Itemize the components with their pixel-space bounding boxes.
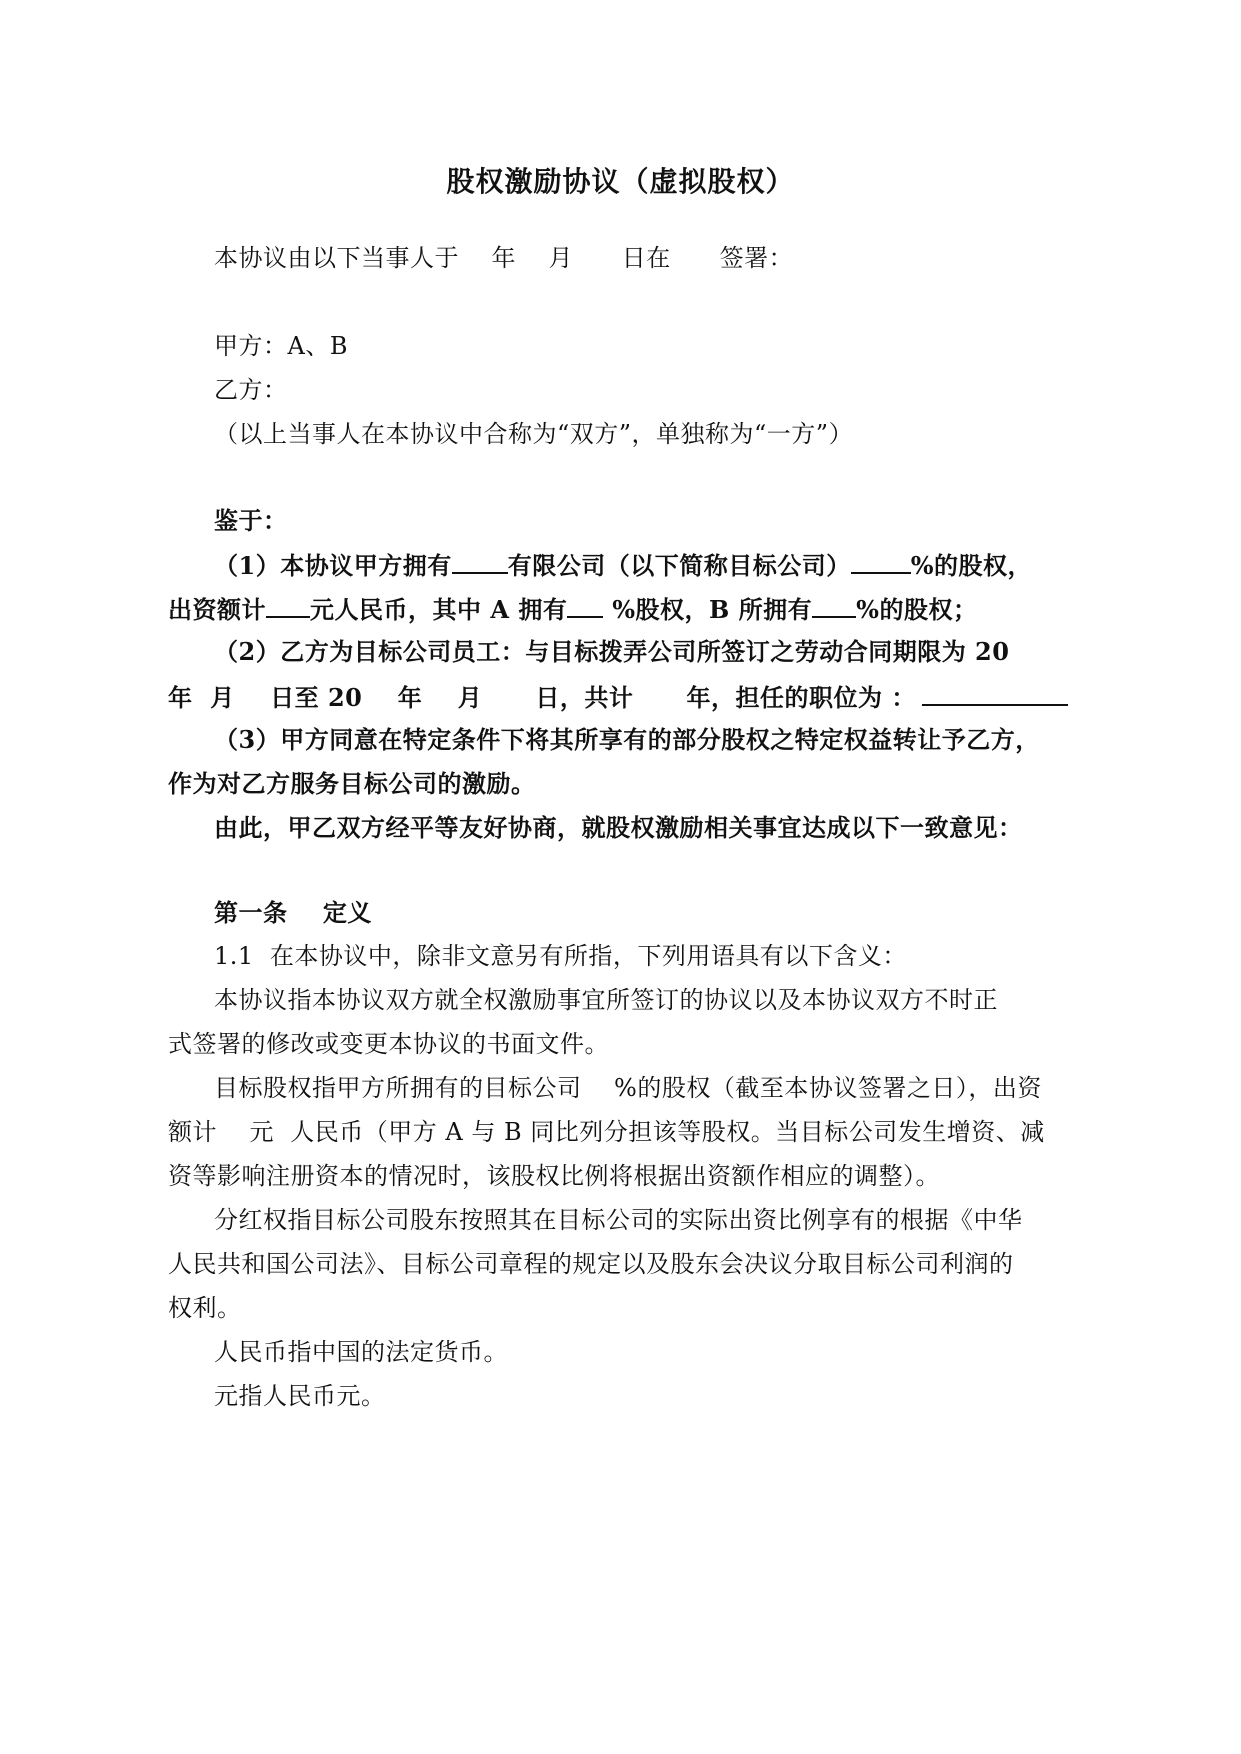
- party-b: 乙方：: [214, 376, 288, 404]
- definition-target-equity-line-2: 额计 元 人民币（甲方 A 与 B 同比列分担该等股权。当目标公司发生增资、减: [168, 1118, 1045, 1146]
- whereas-1-text-e: 元人民币，其中 A 拥有: [310, 595, 568, 624]
- definition-target-equity-line-1: 目标股权指甲方所拥有的目标公司 %的股权（截至本协议签署之日），出资: [214, 1074, 1042, 1102]
- b-percent-blank: [812, 592, 856, 618]
- definition-rmb: 人民币指中国的法定货币。: [214, 1338, 508, 1366]
- definition-dividend-line-3: 权利。: [168, 1294, 242, 1322]
- company-name-blank: [452, 548, 508, 574]
- whereas-1-line-1: [214, 548, 1032, 582]
- document-title: 股权激励协议（虚拟股权）: [446, 165, 795, 198]
- party-note: （以上当事人在本协议中合称为“双方”，单独称为“一方”）: [214, 420, 854, 448]
- whereas-2-line-2: [168, 680, 1068, 714]
- whereas-3-line-1: （3）甲方同意在特定条件下将其所享有的部分股权之特定权益转让予乙方，: [214, 725, 1040, 754]
- whereas-1-text-f: %股权，B 所拥有: [603, 595, 813, 624]
- whereas-heading: 鉴于：: [214, 506, 288, 535]
- definition-yuan: 元指人民币元。: [214, 1382, 386, 1410]
- article-1-intro: 1.1 在本协议中，除非文意另有所指，下列用语具有以下含义：: [214, 942, 907, 970]
- whereas-1-text-g: %的股权；: [856, 595, 978, 624]
- capital-amount-blank: [266, 592, 310, 618]
- whereas-1-text-b: 有限公司（以下简称目标公司）: [507, 551, 851, 580]
- definition-agreement-line-1: 本协议指本协议双方就全权激励事宜所签订的协议以及本协议双方不时正: [214, 986, 998, 1014]
- consensus-statement: 由此，甲乙双方经平等友好协商，就股权激励相关事宜达成以下一致意见：: [214, 813, 1023, 842]
- preamble: 本协议由以下当事人于 年 月 日在 签署：: [214, 244, 794, 272]
- whereas-2-text-b: 年 月 日至 20 年 月 日，共计 年，担任的职位为 ：: [168, 683, 916, 712]
- definition-dividend-line-2: 人民共和国公司法》、目标公司章程的规定以及股东会决议分取目标公司利润的: [168, 1250, 1014, 1278]
- whereas-1-line-2: [168, 592, 977, 626]
- share-percent-blank: [851, 548, 911, 574]
- definition-dividend-line-1: 分红权指目标公司股东按照其在目标公司的实际出资比例享有的根据《中华: [214, 1206, 1023, 1234]
- a-percent-blank: [567, 592, 603, 618]
- article-1-heading: 第一条 定义: [214, 898, 372, 927]
- party-a: 甲方：A、B: [214, 332, 348, 360]
- whereas-2-line-1: （2）乙方为目标公司员工：与目标拨弄公司所签订之劳动合同期限为 20: [214, 637, 1010, 666]
- whereas-1-text-a: （1）本协议甲方拥有: [214, 551, 452, 580]
- position-blank: [922, 680, 1068, 706]
- whereas-1-text-d: 出资额计: [168, 595, 266, 624]
- definition-agreement-line-2: 式签署的修改或变更本协议的书面文件。: [168, 1030, 609, 1058]
- whereas-3-line-2: 作为对乙方服务目标公司的激励。: [168, 769, 536, 798]
- definition-target-equity-line-3: 资等影响注册资本的情况时，该股权比例将根据出资额作相应的调整）。: [168, 1162, 940, 1190]
- whereas-1-text-c: %的股权，: [910, 551, 1033, 580]
